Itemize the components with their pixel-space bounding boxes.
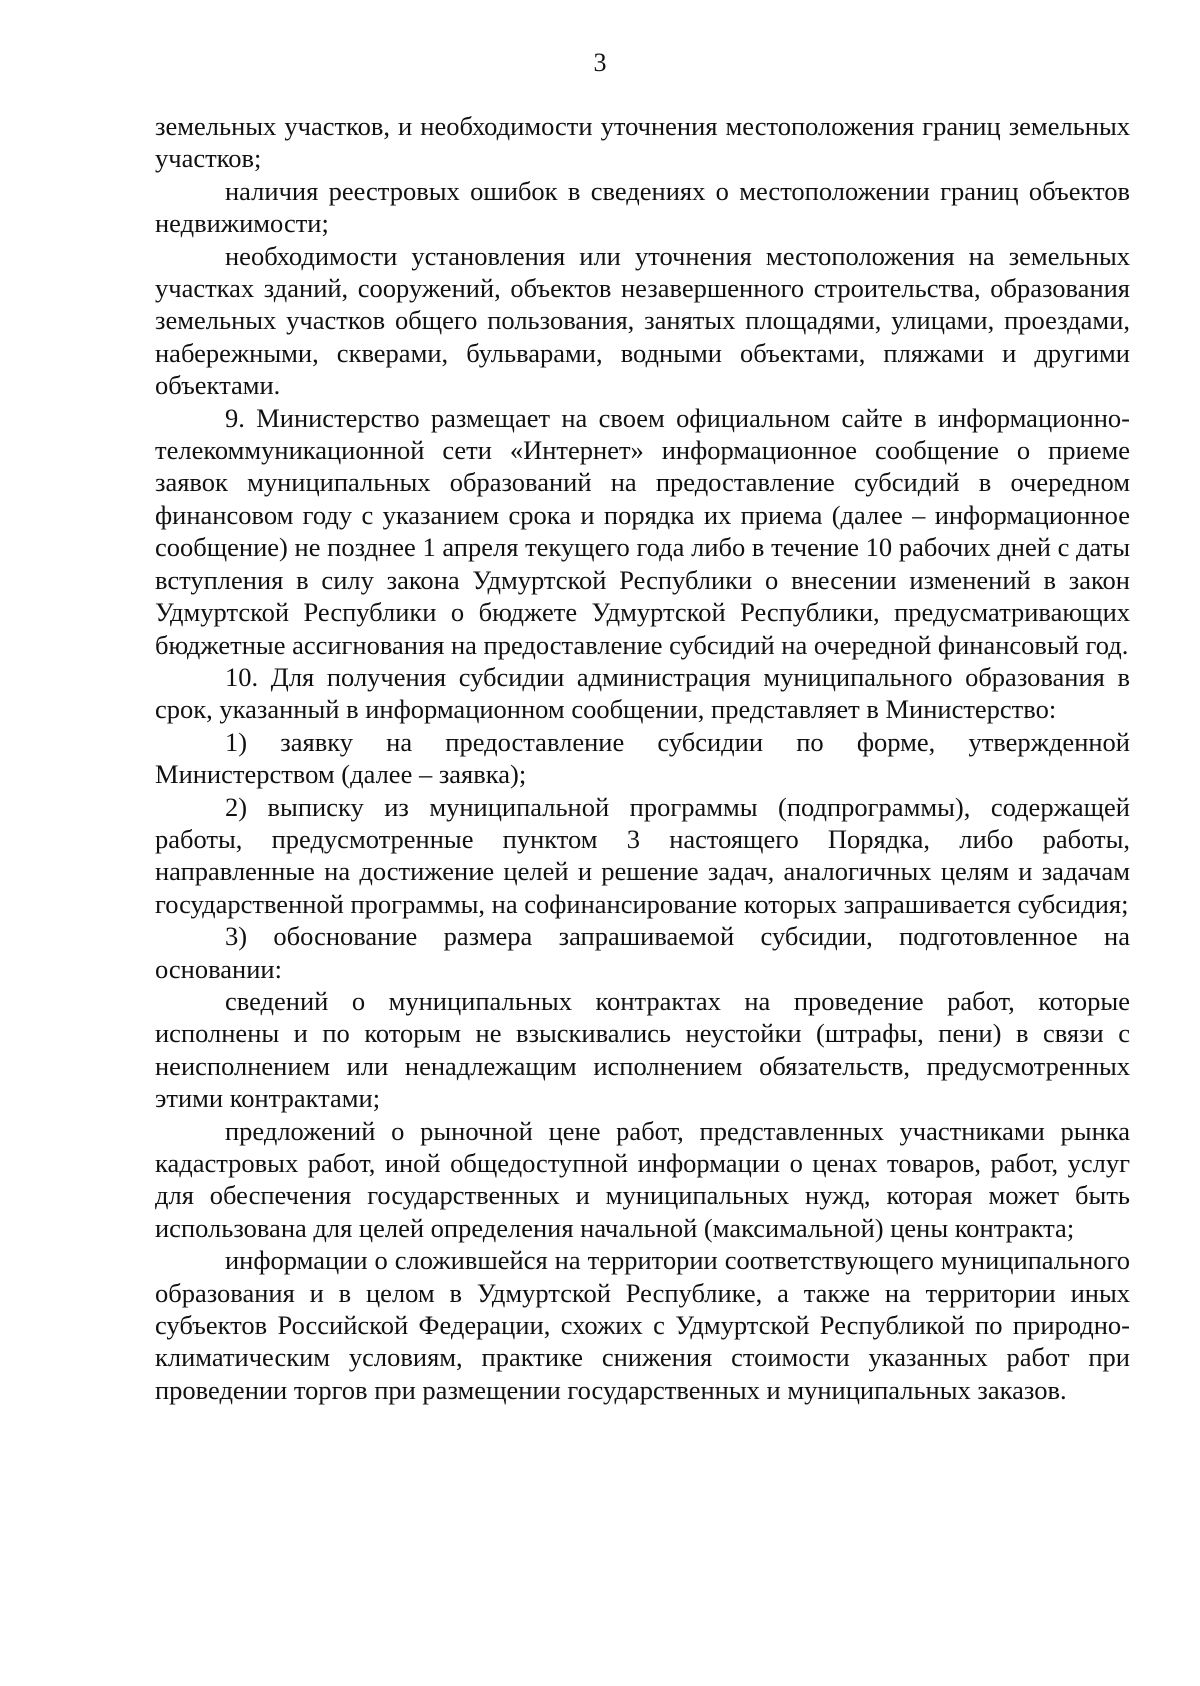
paragraph-regional-info: информации о сложившейся на территории соответствующего муниципального образования и в целом в Удмуртской Республике, а также на территории иных субъектов Российской Федерации, схожих с Удмуртской Республикой по природно-климатическим условиям, практике снижения стоимости указанных работ при проведении торгов при размещении государственных и муниципальных заказов. <box>155 1245 1130 1405</box>
paragraph-registry-errors: наличия реестровых ошибок в сведениях о местоположении границ объектов недвижимости; <box>155 175 1130 239</box>
paragraph-subitem-3: 3) обоснование размера запрашиваемой субсидии, подготовленное на основании: <box>155 921 1130 984</box>
paragraph-subitem-1: 1) заявку на предоставление субсидии по форме, утвержденной Министерством (далее – заявка); <box>155 726 1130 790</box>
page-number: 3 <box>593 48 607 77</box>
paragraph-contracts-info: сведений о муниципальных контрактах на проведение работ, которые исполнены и по которым не взыскивались неустойки (штрафы, пени) в связи с неисполнением или ненадлежащим исполнением обязательств, предусмотренных этими контрактами; <box>155 985 1130 1114</box>
document-body <box>155 110 1130 1406</box>
paragraph-item-9: 9. Министерство размещает на своем официальном сайте в информационно-телекоммуникационной сети «Интернет» информационное сообщение о приеме заявок муниципальных образований на предоставление субсидий в очередном финансовом году с указанием срока и порядка их приема (далее – информационное сообщение) не позднее 1 апреля текущего года либо в течение 10 рабочих дней с даты вступления в силу закона Удмуртской Республики о внесении изменений в закон Удмуртской Республики о бюджете Удмуртской Республики, предусматривающих бюджетные ассигнования на предоставление субсидий на очередной финансовый год. <box>155 402 1130 660</box>
paragraph-subitem-2: 2) выписку из муниципальной программы (подпрограммы), содержащей работы, предусмотренные пунктом 3 настоящего Порядка, либо работы, направленные на достижение целей и решение задач, аналогичных целям и задачам государственной программы, на софинансирование которых запрашивается субсидия; <box>155 791 1130 919</box>
paragraph-building-locations: необходимости установления или уточнения местоположения на земельных участках зданий, сооружений, объектов незавершенного строительства, образования земельных участков общего пользования, занятых площадями, улицами, проездами, набережными, скверами, бульварами, водными объектами, пляжами и другими объектами. <box>155 240 1130 401</box>
paragraph-item-10: 10. Для получения субсидии администрация муниципального образования в срок, указанный в информационном сообщении, представляет в Министерство: <box>155 661 1130 725</box>
paragraph-market-price: предложений о рыночной цене работ, представленных участниками рынка кадастровых работ, иной общедоступной информации о ценах товаров, работ, услуг для обеспечения государственных и муниципальных нужд, которая может быть использована для целей определения начальной (максимальной) цены контракта; <box>155 1115 1130 1243</box>
paragraph-continuation: земельных участков, и необходимости уточнения местоположения границ земельных участков; <box>155 111 1130 174</box>
